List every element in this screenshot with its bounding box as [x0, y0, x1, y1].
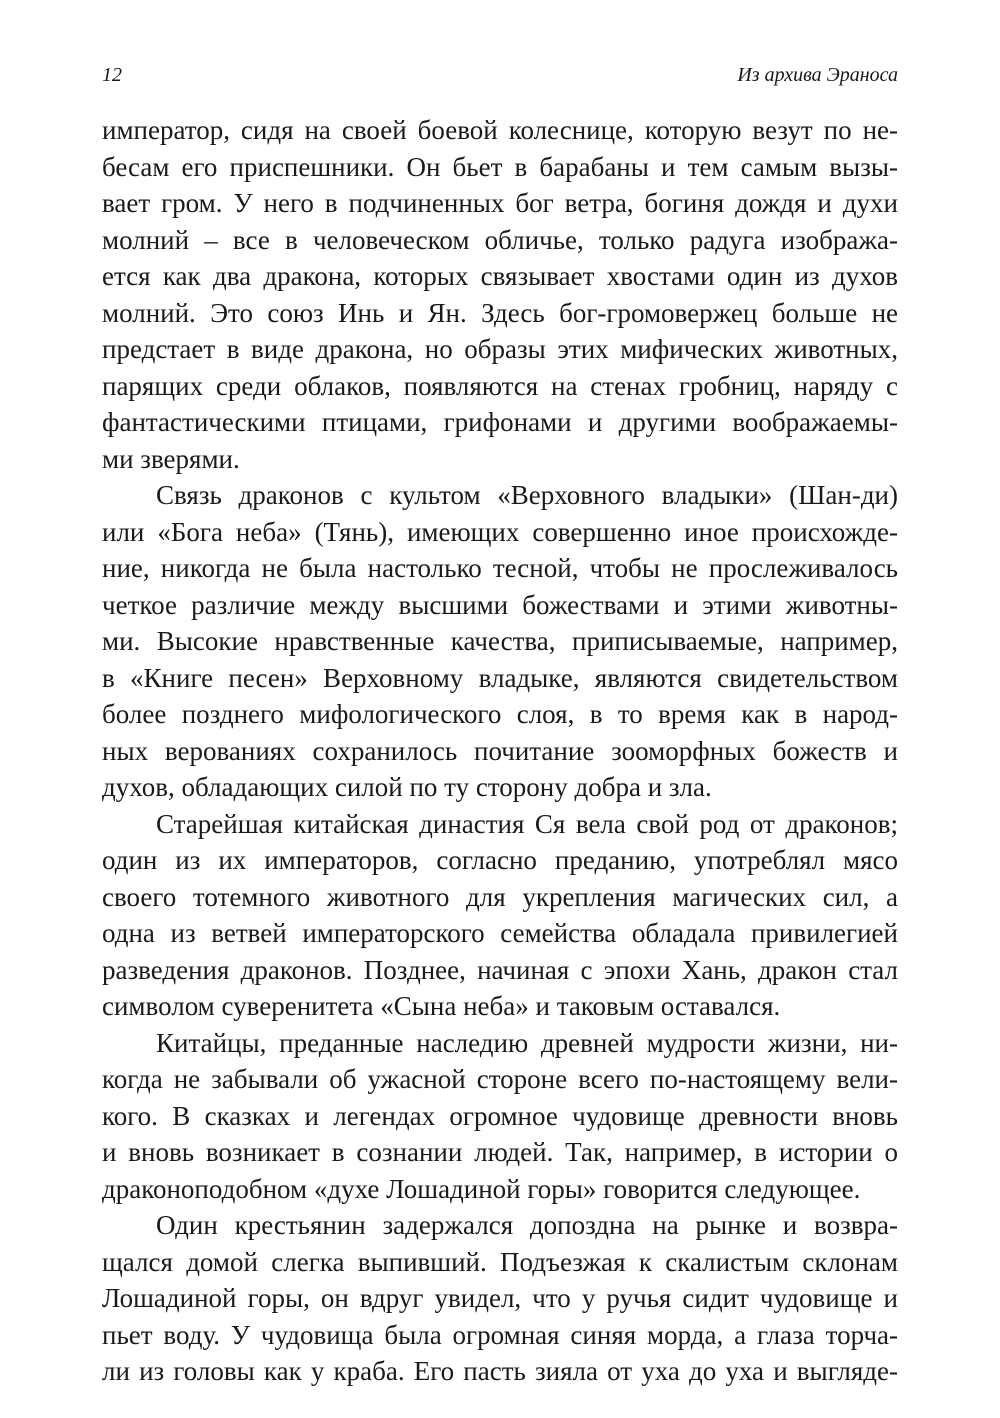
- page-number: 12: [102, 64, 122, 86]
- text-line: Один крестьянин задержался допоздна на рынке и возвра-: [156, 1210, 898, 1240]
- text-line: или «Бога неба» (Тянь), имеющих совершенно иное происхожде-: [102, 516, 898, 547]
- text-line: в «Книге песен» Верховному владыке, являются свидетельством: [102, 662, 898, 693]
- text-line: ли из головы как у краба. Его пасть зияла от уха до уха и выгляде-: [102, 1356, 898, 1386]
- text-line: один из их императоров, согласно преданию, употреблял мясо: [102, 845, 898, 875]
- paragraph-1: [102, 112, 898, 477]
- paragraph-2: [102, 477, 898, 806]
- text-line: Китайцы, преданные наследию древней мудрости жизни, ни-: [156, 1027, 898, 1058]
- text-line: разведения драконов. Позднее, начиная с эпохи Хань, дракон стал: [102, 954, 898, 985]
- text-line: бесам его приспешники. Он бьет в барабаны и тем самым вызы-: [102, 151, 898, 182]
- text-line: предстает в виде дракона, но образы этих мифических животных,: [102, 334, 898, 364]
- text-line: символом суверенитета «Сына неба» и таковым оставался.: [102, 991, 781, 1021]
- text-line: своего тотемного животного для укрепления магических сил, а: [102, 881, 898, 912]
- text-line: парящих среди облаков, появляются на стенах гробниц, наряду с: [102, 370, 898, 401]
- text-line: четкое различие между высшими божествами и этими животны-: [102, 589, 898, 620]
- text-line: Лошадиной горы, он вдруг увидел, что у ручья сидит чудовище и: [102, 1283, 898, 1313]
- text-line: Связь драконов с культом «Верховного владыки» (Шан-ди): [156, 480, 898, 510]
- paragraph-5: [102, 1207, 898, 1390]
- text-line: молний. Это союз Инь и Ян. Здесь бог-громовержец больше не: [102, 297, 898, 328]
- text-line: духов, обладающих силой по ту сторону добра и зла.: [102, 772, 712, 802]
- text-line: драконоподобном «духе Лошадиной горы» говорится следующее.: [102, 1173, 861, 1204]
- page-header: [102, 64, 898, 94]
- paragraph-4: [102, 1025, 898, 1208]
- running-title: Из архива Эраноса: [737, 64, 898, 86]
- text-line: ется как два дракона, которых связывает хвостами один из духов: [102, 261, 898, 291]
- text-line: ми. Высокие нравственные качества, приписываемые, например,: [102, 626, 898, 656]
- paragraph-3: [102, 806, 898, 1025]
- text-line: когда не забывали об ужасной стороне всего по-настоящему вели-: [102, 1064, 898, 1094]
- text-line: одна из ветвей императорского семейства обладала привилегией: [102, 918, 898, 948]
- text-line: ние, никогда не была настолько тесной, чтобы не прослеживалось: [102, 553, 898, 583]
- text-line: фантастическими птицами, грифонами и другими воображаемы-: [102, 407, 898, 437]
- text-line: ных верованиях сохранилось почитание зооморфных божеств и: [102, 735, 898, 766]
- text-line: более позднего мифологического слоя, в то время как в народ-: [102, 699, 898, 729]
- body-text: [102, 112, 898, 1390]
- text-line: молний – все в человеческом обличье, только радуга изобража-: [102, 224, 898, 255]
- text-line: ми зверями.: [102, 443, 240, 474]
- text-line: император, сидя на своей боевой колеснице, которую везут по не-: [102, 115, 898, 145]
- text-line: пьет воду. У чудовища была огромная синяя морда, а глаза торча-: [102, 1319, 898, 1350]
- text-line: вает гром. У него в подчиненных бог ветра, богиня дождя и духи: [102, 188, 898, 218]
- text-line: Старейшая китайская династия Ся вела свой род от драконов;: [156, 808, 898, 839]
- text-line: и вновь возникает в сознании людей. Так, например, в истории о: [102, 1137, 898, 1167]
- text-line: щался домой слегка выпивший. Подъезжая к скалистым склонам: [102, 1246, 898, 1277]
- text-line: кого. В сказках и легендах огромное чудовище древности вновь: [102, 1100, 898, 1131]
